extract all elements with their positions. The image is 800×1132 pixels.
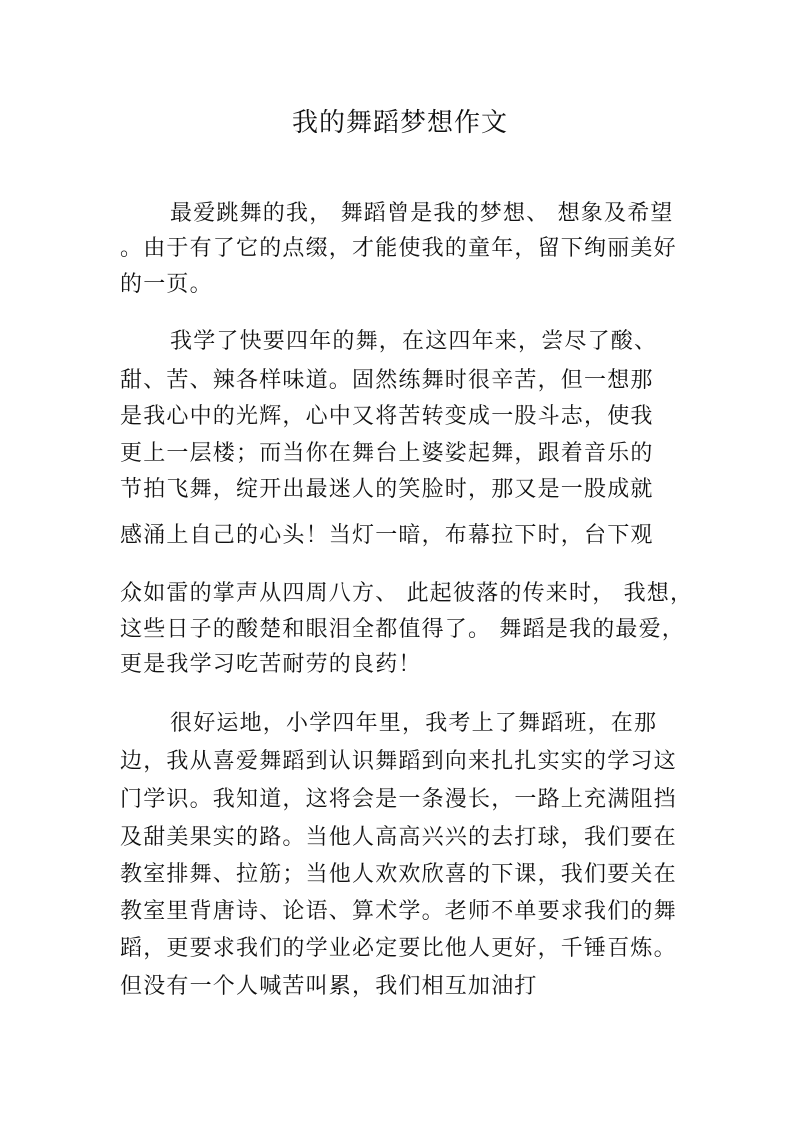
paragraph-2-line-2: 甜、苦、辣各样味道。固然练舞时很辛苦，但一想那 <box>120 368 654 393</box>
paragraph-2-line-5: 节拍飞舞，绽开出最迷人的笑脸时，那又是一股成就 <box>120 477 654 502</box>
paragraph-3-line-1: 很好运地，小学四年里，我考上了舞蹈班，在那 <box>170 711 658 736</box>
paragraph-2-line-4: 更上一层楼；而当你在舞台上婆娑起舞，跟着音乐的 <box>120 441 654 466</box>
paragraph-1-line-3: 的一页。 <box>120 272 213 297</box>
document-title: 我的舞蹈梦想作文 <box>291 108 508 138</box>
paragraph-2-line-3: 是我心中的光辉，心中又将苦转变成一股斗志，使我 <box>120 404 654 429</box>
paragraph-2-line-6: 感涌上自己的心头！当灯一暗，布幕拉下时，台下观 <box>120 523 654 548</box>
paragraph-3-line-8: 但没有一个人喊苦叫累，我们相互加油打 <box>120 974 538 999</box>
paragraph-1-line-1: 最爱跳舞的我， 舞蹈曾是我的梦想、 想象及希望 <box>170 201 674 226</box>
paragraph-2-line-9: 更是我学习吃苦耐劳的良药！ <box>120 652 422 677</box>
paragraph-3-line-5: 教室排舞、拉筋；当他人欢欢欣喜的下课，我们要关在 <box>120 862 677 887</box>
paragraph-1-line-2: 。由于有了它的点缀，才能使我的童年，留下绚丽美好 <box>120 236 677 261</box>
paragraph-3-line-7: 蹈，更要求我们的学业必定要比他人更好，千锤百炼。 <box>120 936 677 961</box>
paragraph-2-line-8: 这些日子的酸楚和眼泪全都值得了。 舞蹈是我的最爱， <box>120 617 685 642</box>
paragraph-3-line-4: 及甜美果实的路。当他人高高兴兴的去打球，我们要在 <box>120 825 677 850</box>
paragraph-3-line-6: 教室里背唐诗、论语、算术学。老师不单要求我们的舞 <box>120 899 677 924</box>
paragraph-2-line-1: 我学了快要四年的舞，在这四年来，尝尽了酸、 <box>170 329 658 354</box>
paragraph-3-line-2: 边，我从喜爱舞蹈到认识舞蹈到向来扎扎实实的学习这 <box>120 749 677 774</box>
paragraph-3-line-3: 门学识。我知道，这将会是一条漫长，一路上充满阻挡 <box>120 787 677 812</box>
paragraph-2-line-7: 众如雷的掌声从四周八方、 此起彼落的传来时， 我想， <box>120 581 694 606</box>
